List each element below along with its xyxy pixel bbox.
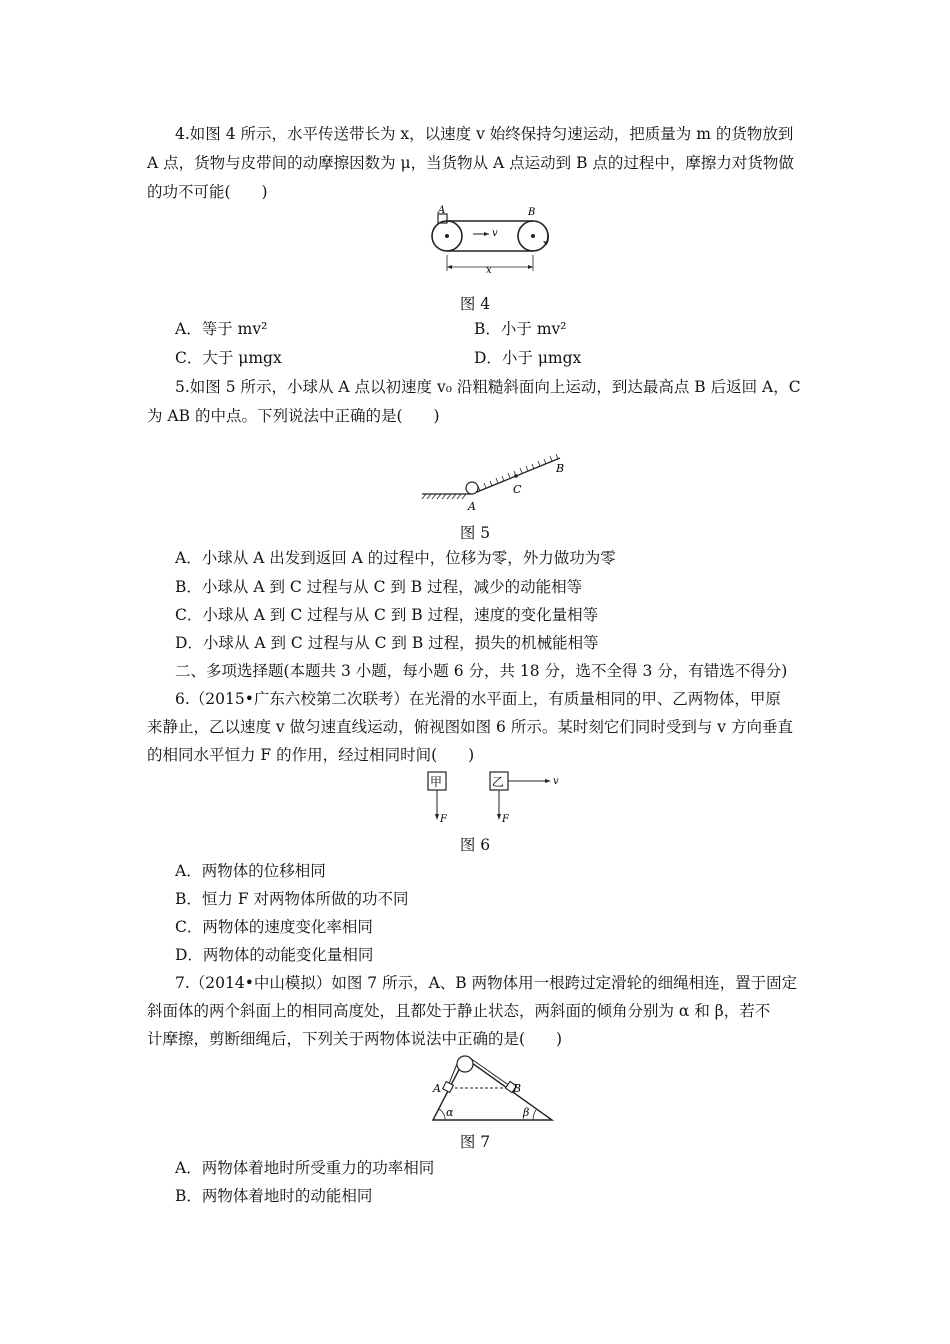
- q4-option-c: C．大于 μmgx: [175, 349, 282, 367]
- svg-text:β: β: [523, 1106, 530, 1119]
- svg-text:乙: 乙: [492, 775, 505, 789]
- ball: [466, 482, 478, 494]
- svg-text:甲: 甲: [430, 775, 443, 789]
- svg-text:B: B: [528, 207, 536, 218]
- q7-line-2: 斜面体的两个斜面上的相同高度处，且都处于静止状态，两斜面的倾角分别为 α 和 β，若不: [147, 1002, 771, 1020]
- svg-text:v: v: [492, 228, 498, 239]
- q6-option-c: C．两物体的速度变化率相同: [175, 918, 373, 936]
- q6-option-a: A．两物体的位移相同: [175, 862, 326, 880]
- q4-option-d: D．小于 μmgx: [474, 349, 582, 367]
- q7-option-a: A．两物体着地时所受重力的功率相同: [175, 1159, 435, 1177]
- svg-text:C: C: [513, 483, 522, 496]
- q5-option-b: B．小球从 A 到 C 过程与从 C 到 B 过程，减少的动能相等: [175, 578, 583, 596]
- figure-5-caption: 图 5: [459, 524, 491, 542]
- q7-line-1: 7.（2014•中山模拟）如图 7 所示，A、B 两物体用一根跨过定滑轮的细绳相连，置于固定: [175, 974, 798, 992]
- svg-text:x: x: [486, 265, 492, 276]
- q4-line-3: 的功不可能( ): [147, 183, 268, 201]
- svg-text:α: α: [446, 1106, 454, 1119]
- q4-option-a: A．等于 mv²: [175, 320, 268, 338]
- svg-text:v: v: [553, 776, 559, 787]
- svg-text:B: B: [556, 462, 565, 475]
- svg-text:F: F: [502, 814, 509, 825]
- section-2-heading: 二、多项选择题(本题共 3 小题，每小题 6 分，共 18 分，选不全得 3 分，有错选不得分): [175, 662, 788, 680]
- figure-4-conveyor: [425, 203, 565, 283]
- figure-7-caption: 图 7: [459, 1133, 491, 1151]
- q7-line-3: 计摩擦，剪断细绳后，下列关于两物体说法中正确的是( ): [147, 1030, 563, 1048]
- q6-option-b: B．恒力 F 对两物体所做的功不同: [175, 890, 409, 908]
- figure-7-wedge: [425, 1050, 560, 1125]
- q4-option-b: B．小于 mv²: [474, 320, 567, 338]
- figure-4-caption: 图 4: [459, 295, 491, 313]
- svg-text:A: A: [433, 1082, 441, 1095]
- q5-line-2: 为 AB 的中点。下列说法中正确的是( ): [147, 407, 440, 425]
- figure-6-caption: 图 6: [459, 836, 491, 854]
- q7-option-b: B．两物体着地时的动能相同: [175, 1187, 373, 1205]
- q4-line-1: 4.如图 4 所示，水平传送带长为 x，以速度 v 始终保持匀速运动，把质量为 m 的货物放到: [175, 125, 794, 143]
- q5-option-d: D．小球从 A 到 C 过程与从 C 到 B 过程，损失的机械能相等: [175, 634, 599, 652]
- q6-line-1: 6.（2015•广东六校第二次联考）在光滑的水平面上，有质量相同的甲、乙两物体，甲原: [175, 690, 781, 708]
- q6-line-2: 来静止，乙以速度 v 做匀速直线运动，俯视图如图 6 所示。某时刻它们同时受到与 v 方向垂直: [147, 718, 793, 736]
- svg-text:A: A: [468, 500, 476, 513]
- q5-option-c: C．小球从 A 到 C 过程与从 C 到 B 过程，速度的变化量相等: [175, 606, 599, 624]
- svg-text:B: B: [513, 1082, 522, 1095]
- figure-6-blocks: [420, 768, 570, 830]
- q5-option-a: A．小球从 A 出发到返回 A 的过程中，位移为零，外力做功为零: [175, 549, 616, 567]
- figure-5-incline: [420, 450, 590, 515]
- q6-option-d: D．两物体的动能变化量相同: [175, 946, 374, 964]
- q5-line-1: 5.如图 5 所示，小球从 A 点以初速度 v₀ 沿粗糙斜面向上运动，到达最高点 B 后返回 A，C: [175, 378, 801, 396]
- q6-line-3: 的相同水平恒力 F 的作用，经过相同时间( ): [147, 746, 475, 764]
- q4-line-2: A 点，货物与皮带间的动摩擦因数为 μ，当货物从 A 点运动到 B 点的过程中，摩擦力对货物做: [147, 154, 794, 172]
- svg-text:F: F: [440, 814, 447, 825]
- svg-text:A: A: [438, 205, 446, 216]
